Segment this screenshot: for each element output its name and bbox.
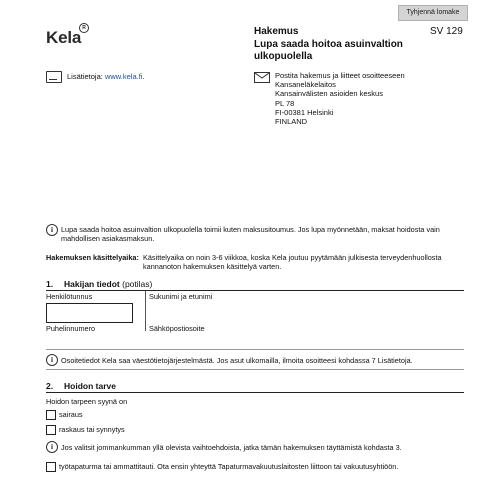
info-icon: i — [46, 224, 58, 236]
section-1-heading — [46, 279, 152, 289]
address-line: PL 78 — [275, 98, 295, 108]
illness-label: sairaus — [59, 410, 83, 419]
processing-time-text — [143, 253, 473, 271]
address-notice: Osoitetiedot Kela saa väestötietojärjestelmästä. Jos asut ulkomailla, ilmoita osoitteesi kohdassa 7 Lisätietoja. — [61, 356, 413, 365]
form-title-line1: Lupa saada hoitoa asuinvaltion — [254, 38, 403, 50]
pregnancy-checkbox[interactable] — [46, 425, 56, 435]
info-icon: i — [46, 441, 58, 453]
name-input[interactable] — [149, 303, 461, 321]
field-divider — [145, 291, 146, 331]
address-line: Kansainvälisten asioiden keskus — [275, 89, 383, 99]
address-line: FINLAND — [275, 117, 308, 127]
personal-id-input[interactable] — [46, 303, 133, 323]
more-info — [67, 72, 145, 81]
processing-time-line1: Käsittelyaika on noin 3-6 viikkoa, koska Kela joutuu pyytämään julkisesta terveydenhuollosta — [143, 253, 442, 262]
care-reason-question: Hoidon tarpeen syynä on — [46, 397, 128, 406]
section-2-heading — [46, 381, 116, 391]
form-title — [254, 26, 424, 64]
illness-checkbox[interactable] — [46, 410, 56, 420]
section-2-number: 2. — [46, 381, 54, 391]
address-line: FI-00381 Helsinki — [275, 107, 334, 117]
phone-input[interactable] — [46, 334, 141, 348]
clear-form-button[interactable]: Tyhjennä lomake — [398, 5, 468, 21]
personal-id-label: Henkilötunnus — [46, 292, 93, 301]
more-info-suffix: . — [142, 72, 145, 81]
more-info-label: Lisätietoja: — [67, 72, 103, 81]
phone-label: Puhelinnumero — [46, 324, 96, 333]
processing-time-line2: kannanoton hakemuksen käsittelyä varten. — [143, 262, 282, 271]
permit-notice — [61, 225, 471, 243]
section-2-title: Hoidon tarve — [64, 381, 116, 391]
processing-time-label: Hakemuksen käsittelyaika: — [46, 253, 139, 262]
form-title-line2: ulkopuolella — [254, 51, 313, 62]
permit-notice-line2: mahdollisen asiakasmaksun. — [61, 234, 155, 243]
email-input[interactable] — [149, 334, 461, 348]
info-icon: i — [46, 354, 58, 366]
registered-mark-icon: R — [79, 23, 89, 33]
postal-address-block — [275, 71, 405, 126]
form-type: Hakemus — [254, 26, 299, 37]
email-label: Sähköpostiosoite — [149, 324, 205, 333]
permit-notice-line1: Lupa saada hoitoa asuinvaltion ulkopuolella toimii kuten maksusitoumus. Jos lupa myönnetään, maksat hoidosta vain — [61, 225, 440, 234]
section-1-divider — [46, 349, 464, 350]
section-1-number: 1. — [46, 279, 54, 289]
kela-website-link[interactable]: www.kela.fi — [104, 72, 143, 81]
name-label: Sukunimi ja etunimi — [149, 292, 213, 301]
form-code: SV 129 — [430, 26, 463, 37]
work-accident-label: työtapaturma tai ammattitauti. Ota ensin yhteyttä Tapaturmavakuutuslaitosten liittoon tai vakuutusyhtiöön. — [59, 462, 399, 471]
envelope-icon — [254, 72, 270, 83]
postal-instruction: Postita hakemus ja liitteet osoitteeseen — [275, 71, 405, 80]
section-1-title: Hakijan tiedot — [64, 279, 120, 289]
section-1-subtitle: (potilas) — [122, 279, 153, 289]
section-2-rule — [46, 392, 464, 393]
address-notice-divider — [46, 369, 464, 370]
work-accident-checkbox[interactable] — [46, 462, 56, 472]
continue-notice: Jos valitsit jommankumman yllä olevista vaihtoehdoista, jatka tämän hakemuksen täyttämistä kohdasta 3. — [61, 443, 402, 452]
section-1-rule — [46, 290, 464, 291]
laptop-icon — [46, 71, 62, 83]
address-line: Kansaneläkelaitos — [275, 80, 336, 90]
kela-logo: Kela — [46, 28, 82, 47]
pregnancy-label: raskaus tai synnytys — [59, 425, 125, 434]
